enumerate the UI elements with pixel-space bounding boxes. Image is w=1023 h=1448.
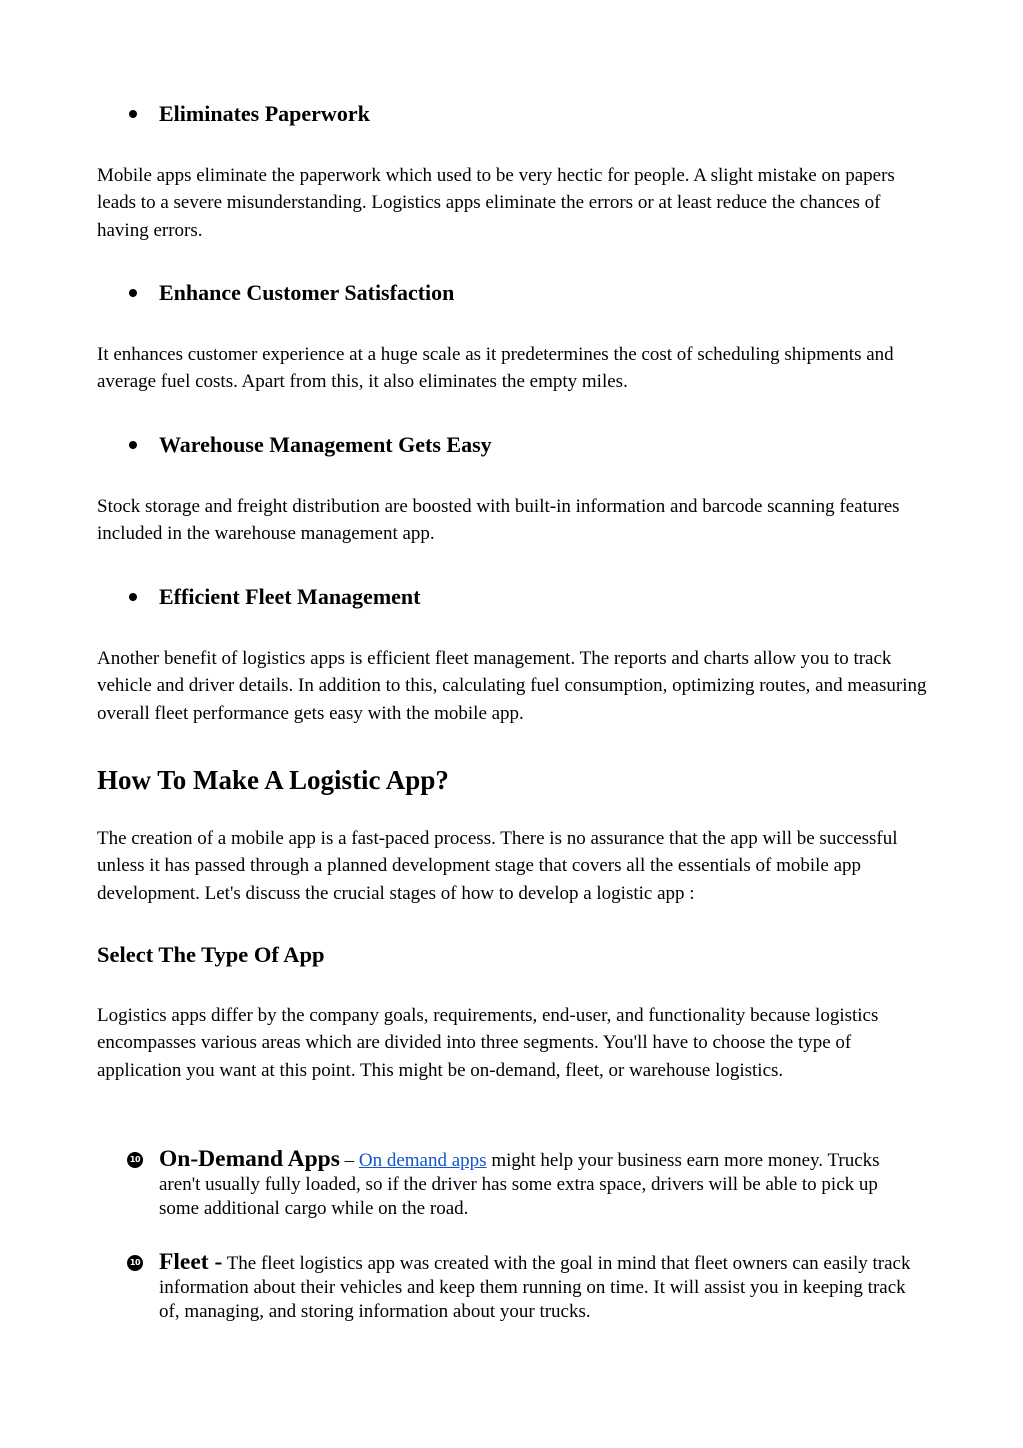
bullet-icon: [129, 110, 137, 118]
list-item-lead: On-Demand Apps: [159, 1146, 340, 1172]
circled-number-icon: 10: [127, 1255, 143, 1271]
paragraph-warehouse-management: Stock storage and freight distribution are boosted with built-in information and barcode scanning features included in the warehouse management app.: [97, 496, 900, 545]
on-demand-apps-link[interactable]: On demand apps: [358, 1150, 487, 1171]
paragraph-fleet-management: Another benefit of logistics apps is efficient fleet management. The reports and charts allow you to track vehicle and driver details. In addition to this, calculating fuel consumption, optimizing routes, and measuring overall fleet performance gets easy with the mobile app.: [97, 648, 927, 724]
bullet-heading-text: Warehouse Management Gets Easy: [159, 432, 492, 457]
bullet-icon: [129, 593, 137, 601]
list-item-text: might help your business earn more money. Trucks aren't usually fully loaded, so if the driver has some extra space, drivers will be able to pick up some additional cargo while on the road.: [159, 1150, 880, 1219]
bullet-heading-text: Efficient Fleet Management: [159, 584, 421, 609]
bullet-heading-text: Eliminates Paperwork: [159, 101, 370, 126]
list-item-separator: –: [339, 1150, 359, 1171]
list-item-text: The fleet logistics app was created with the goal in mind that fleet owners can easily track information about their vehicles and keep them running on time. It will assist you in keeping track of, managing, and storing information about your trucks.: [159, 1253, 911, 1322]
bullet-icon: [129, 441, 137, 449]
bullet-icon: [129, 289, 137, 297]
bullet-heading-text: Enhance Customer Satisfaction: [159, 280, 455, 305]
heading-select-type: Select The Type Of App: [97, 942, 325, 967]
paragraph-how-to-intro: The creation of a mobile app is a fast-paced process. There is no assurance that the app will be successful unless it has passed through a planned development stage that covers all the essentials of mobile app development. Let's discuss the crucial stages of how to develop a logistic app :: [97, 828, 898, 904]
circled-number-icon: 10: [127, 1152, 143, 1168]
heading-how-to-make-app: How To Make A Logistic App?: [97, 765, 449, 795]
list-item-body: [159, 1147, 919, 1221]
paragraph-customer-satisfaction: It enhances customer experience at a huge scale as it predetermines the cost of scheduling shipments and average fuel costs. Apart from this, it also eliminates the empty miles.: [97, 344, 894, 393]
paragraph-eliminates-paperwork: Mobile apps eliminate the paperwork which used to be very hectic for people. A slight mistake on papers leads to a severe misunderstanding. Logistics apps eliminate the errors or at least reduce the chances of having errors.: [97, 165, 895, 241]
paragraph-select-type: Logistics apps differ by the company goals, requirements, end-user, and functionality because logistics encompasses various areas which are divided into three segments. You'll have to choose the type of application you want at this point. This might be on-demand, fleet, or warehouse logistics.: [97, 1005, 879, 1081]
list-item-lead: Fleet -: [159, 1249, 223, 1275]
list-item-body: [159, 1250, 919, 1324]
